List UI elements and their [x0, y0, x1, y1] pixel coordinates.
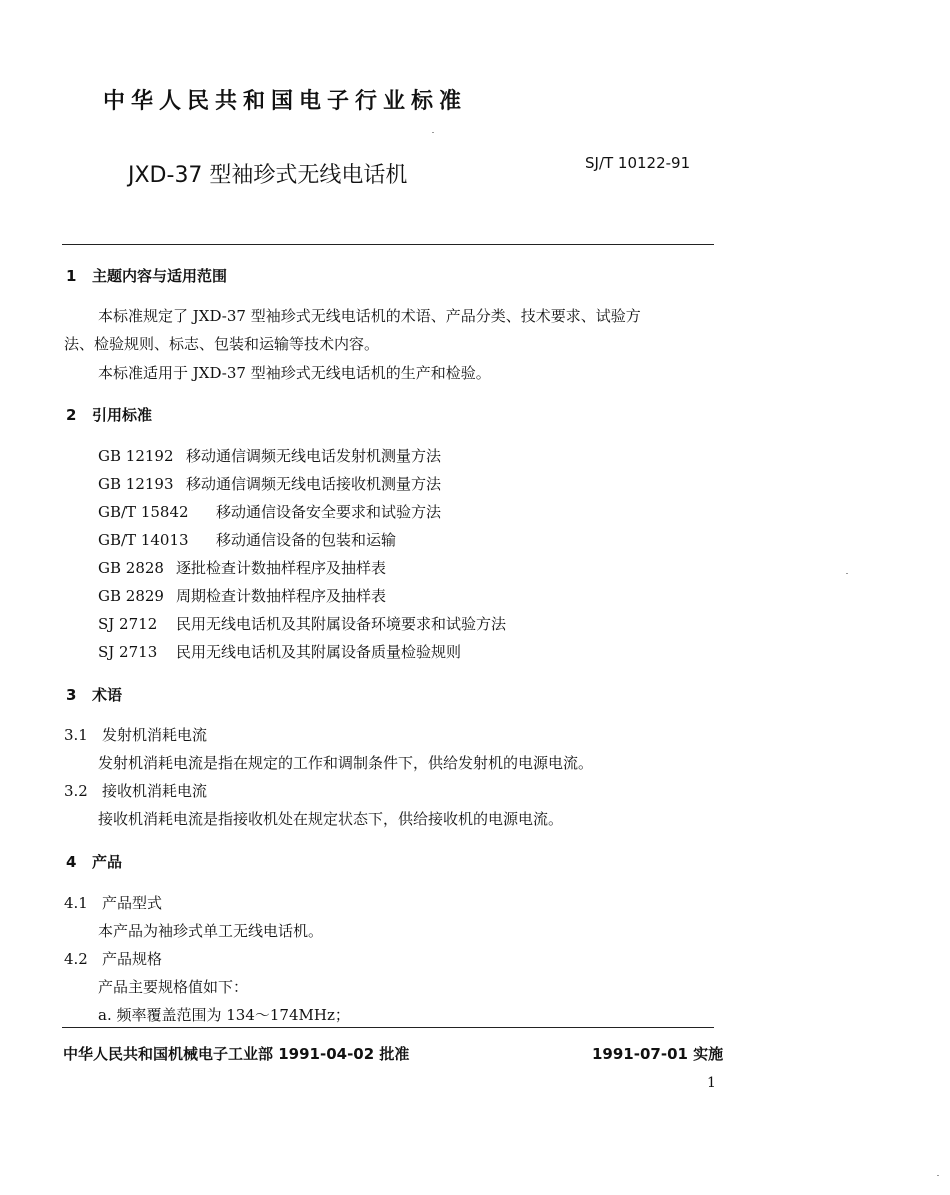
reference-item	[98, 473, 441, 494]
reference-title: 移动通信调频无线电话接收机测量方法	[186, 475, 442, 493]
section-number: 2	[66, 406, 77, 424]
reference-title: 移动通信设备的包装和运输	[216, 531, 397, 549]
effective-date: 1991-07-01 实施	[592, 1045, 724, 1063]
reference-code: GB 2829	[98, 587, 164, 605]
section-2-heading	[66, 404, 152, 425]
subsection-number: 4.1	[64, 894, 88, 912]
header-divider	[62, 244, 714, 245]
reference-code: GB 12192	[98, 447, 174, 465]
reference-title: 移动通信设备安全要求和试验方法	[216, 503, 442, 521]
scan-speck	[937, 1175, 939, 1176]
reference-title: 逐批检查计数抽样程序及抽样表	[176, 559, 387, 577]
section-number: 3	[66, 686, 77, 704]
page-number: 1	[707, 1075, 716, 1091]
subsection-3-1-heading	[64, 724, 207, 745]
section-number: 1	[66, 267, 77, 285]
section-1-paragraph-1-cont: 法、检验规则、标志、包装和运输等技术内容。	[64, 335, 380, 353]
approval-line: 中华人民共和国机械电子工业部 1991-04-02 批准	[63, 1045, 410, 1063]
reference-item	[98, 641, 461, 662]
subsection-3-2-text: 接收机消耗电流是指接收机处在规定状态下，供给接收机的电源电流。	[98, 810, 564, 828]
standard-category-heading: 中华人民共和国电子行业标准	[103, 89, 468, 114]
standard-code: SJ/T 10122-91	[585, 154, 691, 172]
section-title: 产品	[92, 853, 123, 871]
spec-item-a: a. 频率覆盖范围为 134～174MHz；	[98, 1006, 350, 1024]
reference-item	[98, 557, 386, 578]
subsection-title: 产品型式	[102, 894, 163, 912]
subsection-4-2-text: 产品主要规格值如下：	[98, 978, 249, 996]
subsection-title: 发射机消耗电流	[102, 726, 208, 744]
section-title: 引用标准	[92, 406, 153, 424]
section-3-heading	[66, 684, 122, 705]
reference-code: GB 2828	[98, 559, 164, 577]
section-title: 术语	[92, 686, 123, 704]
subsection-4-1-heading	[64, 892, 162, 913]
section-1-paragraph-2: 本标准适用于 JXD-37 型袖珍式无线电话机的生产和检验。	[98, 364, 491, 382]
subsection-3-1-text: 发射机消耗电流是指在规定的工作和调制条件下，供给发射机的电源电流。	[98, 754, 594, 772]
subsection-title: 产品规格	[102, 950, 163, 968]
section-1-heading	[66, 265, 227, 286]
reference-item	[98, 445, 441, 466]
reference-title: 周期检查计数抽样程序及抽样表	[176, 587, 387, 605]
document-title: JXD-37 型袖珍式无线电话机	[128, 163, 408, 188]
reference-item	[98, 613, 506, 634]
reference-title: 民用无线电话机及其附属设备质量检验规则	[176, 643, 462, 661]
subsection-4-2-heading	[64, 948, 162, 969]
section-number: 4	[66, 853, 77, 871]
section-title: 主题内容与适用范围	[92, 267, 228, 285]
subsection-number: 4.2	[64, 950, 88, 968]
reference-item	[98, 529, 396, 550]
scan-speck	[432, 132, 434, 133]
subsection-title: 接收机消耗电流	[102, 782, 208, 800]
reference-code: SJ 2713	[98, 643, 158, 661]
reference-item	[98, 501, 441, 522]
reference-title: 移动通信调频无线电话发射机测量方法	[186, 447, 442, 465]
reference-code: GB/T 14013	[98, 531, 189, 549]
reference-code: GB/T 15842	[98, 503, 189, 521]
section-1-paragraph-1: 本标准规定了 JXD-37 型袖珍式无线电话机的术语、产品分类、技术要求、试验方	[98, 307, 641, 325]
reference-item	[98, 585, 386, 606]
footer-divider	[62, 1027, 714, 1028]
subsection-4-1-text: 本产品为袖珍式单工无线电话机。	[98, 922, 324, 940]
scan-speck	[846, 573, 848, 574]
subsection-number: 3.2	[64, 782, 88, 800]
reference-code: SJ 2712	[98, 615, 158, 633]
section-4-heading	[66, 851, 122, 872]
subsection-number: 3.1	[64, 726, 88, 744]
subsection-3-2-heading	[64, 780, 207, 801]
reference-title: 民用无线电话机及其附属设备环境要求和试验方法	[176, 615, 507, 633]
reference-code: GB 12193	[98, 475, 174, 493]
